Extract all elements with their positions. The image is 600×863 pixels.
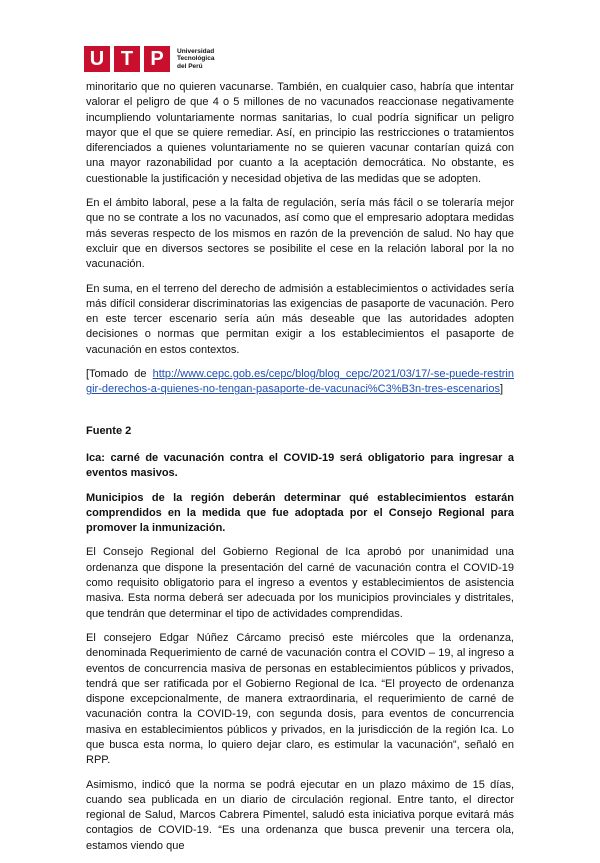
logo-letter-t: T [114,46,140,72]
logo-letter-u: U [84,46,110,72]
article-subheadline: Municipios de la región deberán determinar qué establecimientos estarán comprendidos en la medida que fue adoptada por el Consejo Regional para promover la inmunización. [86,491,514,535]
fuente-label: Fuente 2 [86,424,132,437]
paragraph: En suma, en el terreno del derecho de admisión a establecimientos o actividades sería más difícil considerar discriminatorias las exigencias de pasaporte de vacunación. Pero en este tercer escenario sería aún más deseable que las autoridades adopten decisiones o normas que permitan exigir a los establecimientos el pasaporte de vacunación en estos contextos. [86,282,514,356]
article-headline: Ica: carné de vacunación contra el COVID-19 será obligatorio para ingresar a eventos masivos. [86,451,514,480]
source-prefix: [Tomado de [86,368,153,381]
source-link[interactable]: http://www.cepc.gob.es/cepc/blog/blog_cepc/2021/03/17/-se-puede-restringir-derechos-a-quienes-no-tengan-pasaporte-de-vacunaci%C3%B3n-tres-escenarios [86,368,514,396]
paragraph: minoritario que no quieren vacunarse. También, en cualquier caso, habría que intentar valorar el peligro de que 4 o 5 millones de no vacunados reaccionase negativamente incumpliendo voluntariamente normas sanitarias, lo cual podría significar un peligro mayor que el que se quiere remediar. Así, en principio las restricciones o tratamientos diferenciados a quienes voluntariamente no se quieren vacunar contarían quizá con una mayor razonabilidad por cuanto a la aceptación democrática. No obstante, es cuestionable la justificación y necesidad objetiva de las medidas que se adopten. [86,81,514,185]
paragraph: El Consejo Regional del Gobierno Regional de Ica aprobó por unanimidad una ordenanza que dispone la presentación del carné de vacunación contra el COVID-19 como requisito obligatorio para el ingreso a eventos y establecimientos de asistencia masiva. Esta norma deberá ser adecuada por los municipios provinciales y distritales, que tendrán que determinar el tipo de actividades comprendidas. [86,546,514,620]
source-citation [86,367,514,398]
logo-text-line: del Perú [177,62,203,70]
source-suffix: ] [499,383,504,396]
paragraph: En el ámbito laboral, pese a la falta de regulación, sería más fácil o se toleraría mejor que no se contrate a los no vacunados, así como que el empresario adoptara medidas más severas respecto de los mismos en razón de la prevención de salud. No hay que excluir que en diversos sectores se posibilite el cese en la relación laboral por la no vacunación. [86,197,514,271]
document-body [86,80,514,863]
logo-text-line: Universidad [177,47,215,55]
logo-text-line: Tecnológica [177,55,215,63]
paragraph: El consejero Edgar Núñez Cárcamo precisó este miércoles que la ordenanza, denominada Requerimiento de carné de vacunación contra el COVID – 19, al ingreso a eventos de concurrencia masiva de personas en establecimientos públicos y privados, tendrá que ser ratificada por el Gobierno Regional de Ica. “El proyecto de ordenanza dispone excepcionalmente, de manera extraordinaria, el requerimiento de carné de vacunación contra la COVID-19, con segunda dosis, para eventos de concurrencia masiva en establecimientos públicos y privados, en la jurisdicción de la región Ica. Lo que busca esta norma, lo quiero dejar claro, es estimular la vacunación”, señaló en RPP. [86,631,514,767]
paragraph: Asimismo, indicó que la norma se podrá ejecutar en un plazo máximo de 15 días, cuando sea publicada en un diario de circulación regional. Entre tanto, el director regional de Salud, Marcos Cabrera Pimentel, saludó esta iniciativa porque evitará más contagios de COVID-19. “Es una ordenanza que busca prevenir una tercera ola, estamos viendo que [86,778,514,852]
logo-text [177,48,214,71]
utp-logo [84,44,214,74]
logo-letter-p: P [144,46,170,72]
